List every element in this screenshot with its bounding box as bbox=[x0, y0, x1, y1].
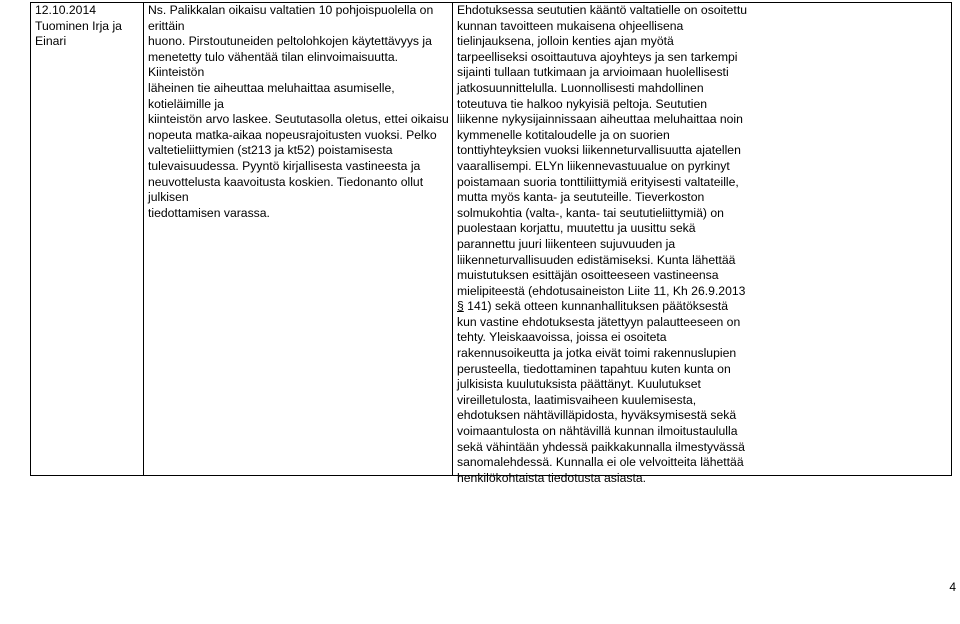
response-text-part2: 141) sekä otteen kunnanhallituksen päätöksestä kun vastine ehdotuksesta jätettyyn palautteeseen on tehty. Yleiskaavoissa, joissa ei osoiteta rakennusoikeutta ja jotka eivät toimi rakennuslupien perusteella, tiedottaminen tapahtuu kuten kunta on julkisista kuulutuksista päättänyt. Kuulutukset vireilletulosta, laatimisvaiheen kuulemisesta, ehdotuksen nähtävilläpidosta, hyväksymisestä sekä voimaantulosta on nähtävillä kunnan ilmoitustaululla sekä vähintään yhdessä paikkakunnalla ilmestyvässä sanomalehdessä. Kunnalla ei ole velvoitteita lähettää henkilökohtaista tiedotusta asiasta. bbox=[457, 299, 745, 485]
feedback-summary-cell: Ns. Palikkalan oikaisu valtatien 10 pohjoispuolella on erittäin huono. Pirstoutuneiden peltolohkojen käytettävyys ja menetetty tulo vähentää tilan elinvoimaisuutta. Kiinteistön läheinen tie aiheuttaa meluhaittaa asumiselle, kotieläimille ja kiinteistön arvo laskee. Seututasolla oletus, ettei oikaisu nopeuta matka-aikaa nopeusrajoitusten vuoksi. Pelko valtetieliittymien (st213 ja kt52) poistamisesta tulevaisuudessa. Pyyntö kirjallisesta vastineesta ja neuvottelusta kaavoitusta koskien. Tiedonanto ollut julkisen tiedottamisen varassa. bbox=[148, 3, 449, 220]
municipal-response-cell bbox=[457, 3, 747, 486]
date-and-sender-cell: 12.10.2014 Tuominen Irja ja Einari bbox=[35, 3, 122, 49]
response-text-part1: Ehdotuksessa seututien kääntö valtatielle on osoitettu kunnan tavoitteen mukaisena ohjeellisena tielinjauksena, jolloin kenties ajan myötä tarpeelliseksi osoittautuva ajoyhteys ja sen tarkempi sijainti tullaan tutkimaan ja arvioimaan huolellisesti jatkosuunnittelulla. Luonnollisesti mahdollinen toteutuva tie halkoo nykyisiä peltoja. Seututien liikenne nykysijainnissaan aiheuttaa meluhaittaa noin kymmenelle kotitaloudelle ja on suorien tonttiyhteyksien vuoksi liikenneturvallisuutta ajatellen vaarallisempi. ELYn liikennevastuualue on pyrkinyt poistamaan suoria tonttiliittymiä erityisesti valtateille, mutta myös kanta- ja seututeille. Tieverkoston solmukohtia (valta-, kanta- tai seututieliittymiä) on puolestaan korjattu, muutettu ja uusittu sekä parannettu juuri liikenteen sujuvuuden ja liikenneturvallisuuden edistämiseksi. Kunta lähettää muistutuksen esittäjän osoitteeseen vastineensa mielipiteestä (ehdotusaineiston Liite 11, Kh 26.9.2013 bbox=[457, 3, 747, 298]
feedback-table bbox=[30, 2, 952, 485]
section-sign: § bbox=[457, 299, 464, 314]
column-divider bbox=[143, 3, 144, 475]
page-number: 4 bbox=[949, 580, 956, 594]
